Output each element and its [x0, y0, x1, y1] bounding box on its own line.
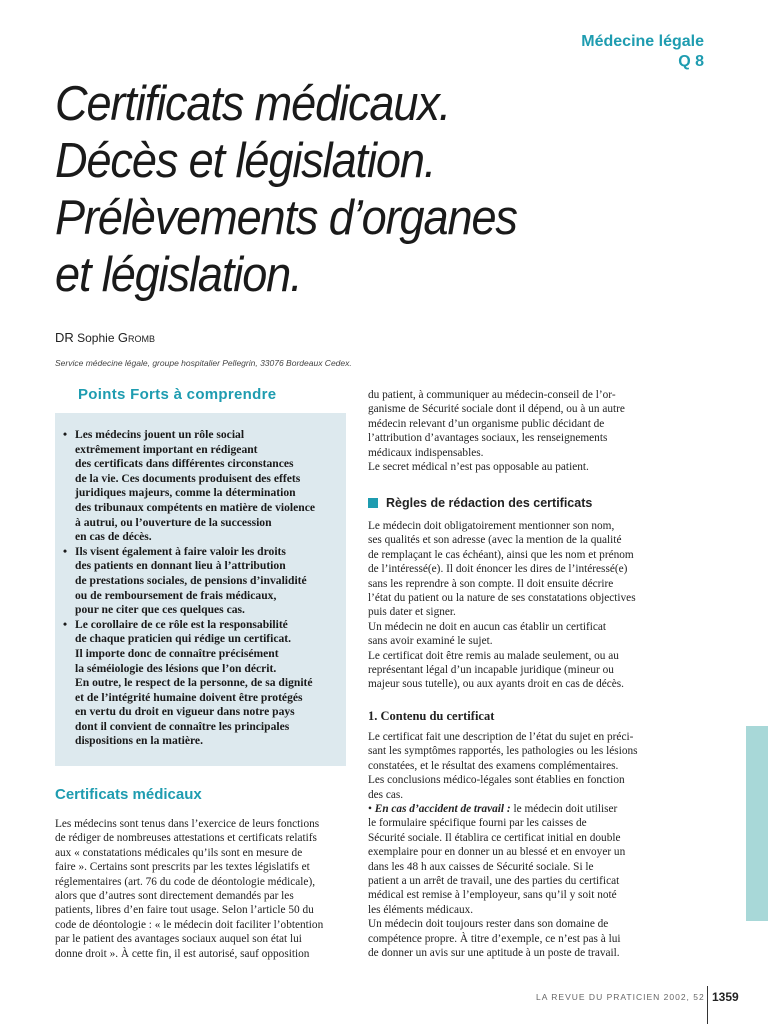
text-line: Les médecins sont tenus dans l’exercice de leurs fonctions — [55, 818, 320, 830]
accident-label: En cas d’accident de travail : — [374, 803, 511, 816]
regles-paragraph — [368, 519, 712, 692]
text-line: alors que d’autres sont directement demandés par les — [55, 890, 294, 903]
contenu-heading: 1. Contenu du certificat — [368, 709, 495, 723]
section-name: Médecine légale — [581, 33, 704, 50]
text-line: de l’intéressé(e). Il doit énoncer les dires de l’intéressé(e) — [368, 563, 628, 576]
certificats-paragraph — [55, 817, 346, 961]
text-line: Sécurité sociale. Il établira ce certificat initial en double — [368, 831, 621, 844]
text-line: et de l’intégrité humaine doivent être protégés — [75, 690, 303, 704]
text-line: médical est remise à l’employeur, sans qu’il y soit noté — [368, 889, 617, 902]
text-line: en cas de décès. — [75, 530, 152, 544]
text-line: des cas. — [368, 788, 404, 801]
author — [55, 330, 155, 345]
text-line: dans les 48 h aux caisses de Sécurité sociale. Si le — [368, 860, 594, 873]
text-line: de chaque praticien qui rédige un certificat. — [75, 632, 292, 646]
page-number: 1359 — [712, 990, 739, 1004]
text-line: des certificats dans différentes circonstances — [75, 457, 294, 471]
text-line: faire ». Certains sont prescrits par les textes législatifs et — [55, 861, 310, 874]
accident-text: le médecin doit utiliser — [510, 803, 618, 816]
text-line: réglementaires (art. 76 du code de déontologie médicale), — [55, 875, 316, 888]
text-line: de prestations sociales, de pensions d’invalidité — [75, 573, 307, 587]
text-line: l’état du patient ou la nature de ses constatations objectives — [368, 592, 636, 605]
text-line: Un médecin ne doit en aucun cas établir un certificat — [368, 620, 607, 633]
text-line: Le certificat fait une description de l’état du sujet en préci- — [368, 731, 634, 743]
text-line: patient a un arrêt de travail, une des parties du certificat — [368, 875, 620, 888]
text-line: Les conclusions médico-légales sont établies en fonction — [368, 774, 625, 787]
text-line: en vertu du droit en vigueur dans notre pays — [75, 705, 295, 719]
footer-divider — [707, 986, 708, 1024]
text-line: constatées, et le résultat des examens complémentaires. — [368, 759, 619, 772]
text-line: En outre, le respect de la personne, de sa dignité — [75, 676, 313, 690]
text-line: code de déontologie : « le médecin doit faciliter l’obtention — [55, 918, 324, 931]
points-forts-item — [63, 545, 338, 618]
text-line: • Les médecins jouent un rôle social — [75, 428, 245, 441]
text-line: de donner un avis sur une aptitude à un poste de travail. — [368, 947, 620, 960]
text-line: représentant légal d’un incapable juridique (mineur ou — [368, 664, 614, 677]
author-first-name: Sophie — [77, 331, 115, 345]
text-line: médecin relevant d’un organisme public décidant de — [368, 417, 605, 430]
text-line: • Ils visent également à faire valoir les droits — [75, 544, 286, 558]
points-forts-item — [63, 618, 338, 749]
text-line: ou de remboursement de frais médicaux, — [75, 588, 277, 602]
points-forts-item — [63, 428, 338, 545]
text-line: Le certificat doit être remis au malade seulement, ou au — [368, 649, 619, 662]
text-line: compétence propre. À titre d’exemple, ce n’est pas à lui — [368, 932, 621, 945]
text-line: sant les symptômes rapportés, les pathologies ou les lésions — [368, 745, 638, 758]
points-forts-list — [63, 428, 338, 749]
page-title — [55, 76, 644, 304]
regles-heading-text: Règles de rédaction des certificats — [386, 496, 593, 510]
text-line: ses qualités et son adresse (avec la mention de la qualité — [368, 534, 622, 547]
certificats-heading: Certificats médicaux — [55, 786, 202, 803]
author-prefix: DR — [55, 330, 74, 345]
title-line: Décès et législation. — [55, 134, 436, 188]
title-line: et législation. — [55, 248, 302, 302]
text-line: à autrui, ou l’ouverture de la succession — [75, 515, 272, 529]
journal-footer: LA REVUE DU PRATICIEN 2002, 52 — [536, 992, 705, 1002]
text-line: des tribunaux compétents en matière de violence — [75, 500, 316, 514]
sidebar-tab — [746, 726, 768, 921]
text-line: sans les reprendre à son compte. Il doit ensuite décrire — [368, 577, 614, 590]
text-line: dont il convient de connaître les principales — [75, 719, 290, 733]
text-line: sans avoir examiné le sujet. — [368, 635, 493, 648]
text-line: • Le corollaire de ce rôle est la responsabilité — [75, 617, 288, 631]
text-line: du patient, à communiquer au médecin-conseil de l’or- — [368, 389, 616, 401]
text-line: l’attribution d’avantages sociaux, les renseignements — [368, 432, 608, 445]
text-line: patients, libres d’en faire tout usage. Selon l’article 50 du — [55, 904, 314, 917]
contenu-paragraph — [368, 730, 712, 961]
text-line: Le secret médical n’est pas opposable au patient. — [368, 461, 589, 474]
text-line: de la vie. Ces documents produisent des effets — [75, 471, 301, 485]
text-line: donne droit ». À cette fin, il est autorisé, sauf opposition — [55, 947, 310, 960]
text-line: Un médecin doit toujours rester dans son domaine de — [368, 918, 609, 931]
section-header — [581, 32, 704, 72]
affiliation: Service médecine légale, groupe hospitalier Pellegrin, 33076 Bordeaux Cedex. — [55, 358, 352, 368]
regles-heading — [368, 496, 592, 510]
accident-line: • En cas d’accident de travail : le médecin doit utiliser — [368, 803, 618, 816]
text-line: majeur sous tutelle), ou aux ayants droit en cas de décès. — [368, 678, 624, 691]
text-line: Le médecin doit obligatoirement mentionner son nom, — [368, 520, 615, 532]
text-line: dispositions en la matière. — [75, 734, 203, 748]
points-forts-title: Points Forts à comprendre — [78, 386, 277, 403]
text-line: juridiques majeurs, comme la détermination — [75, 486, 296, 500]
author-last-name: Gromb — [117, 330, 155, 345]
question-number: Q 8 — [678, 53, 704, 70]
text-line: exemplaire pour en donner un au blessé et en envoyer un — [368, 846, 626, 859]
text-line: puis dater et signer. — [368, 606, 456, 619]
text-line: des patients en donnant lieu à l’attribution — [75, 559, 286, 573]
square-bullet-icon — [368, 498, 378, 508]
text-line: les éléments médicaux. — [368, 903, 474, 916]
text-line: Il importe donc de connaître précisément — [75, 646, 279, 660]
points-forts-box — [55, 413, 346, 766]
text-line: de remplaçant le cas échéant), ainsi que les nom et prénom — [368, 548, 634, 561]
text-line: par le patient des avantages sociaux auquel son état lui — [55, 933, 302, 946]
text-line: aux « constatations médicales qu’ils sont en mesure de — [55, 846, 303, 859]
text-line: ganisme de Sécurité sociale dont il dépend, ou à un autre — [368, 403, 625, 416]
intro-paragraph — [368, 388, 712, 474]
text-line: médicaux indispensables. — [368, 446, 484, 459]
title-line: Certificats médicaux. — [55, 77, 451, 131]
text-line: pour ne citer que ces quelques cas. — [75, 603, 245, 617]
text-line: de rédiger de nombreuses attestations et certificats relatifs — [55, 832, 317, 845]
text-line: le formulaire spécifique fourni par les caisses de — [368, 817, 587, 830]
text-line: extrêmement important en rédigeant — [75, 442, 258, 456]
title-line: Prélèvements d’organes — [55, 191, 517, 245]
text-line: la séméiologie des lésions que l’on décrit. — [75, 661, 277, 675]
